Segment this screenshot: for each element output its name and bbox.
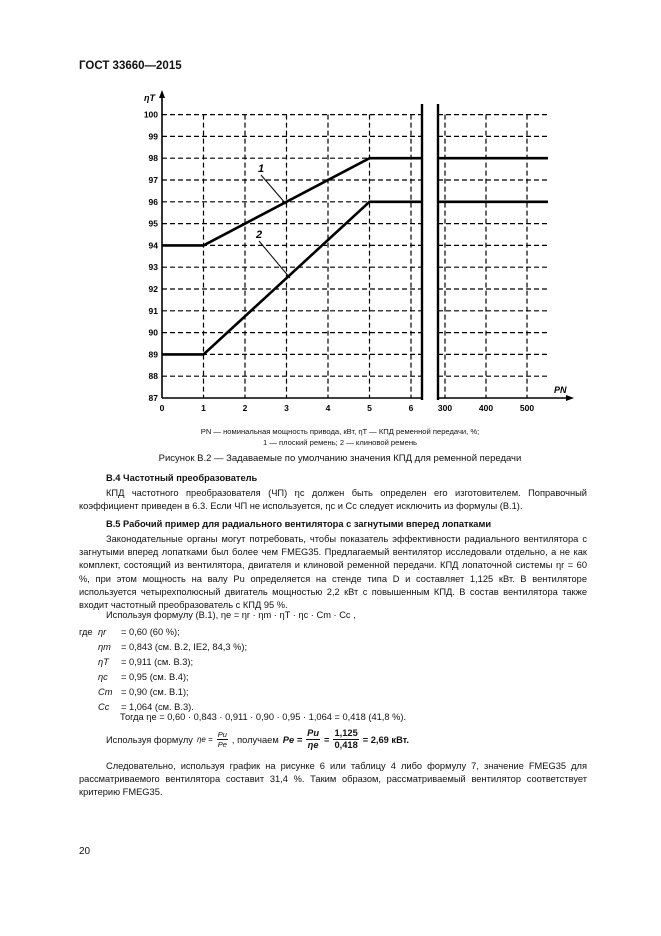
variable-symbol: ηm: [98, 642, 111, 652]
y-tick-label: 99: [148, 131, 158, 142]
variable-symbol: ηT: [98, 657, 109, 667]
page-number: 20: [79, 846, 91, 857]
result-lhs: Pe =: [282, 734, 303, 745]
chart-series: [162, 158, 548, 354]
then-line: Тогда ηe = 0,60 · 0,843 · 0,911 · 0,90 · 0,95 · 1,064 = 0,418 (41,8 %).: [120, 712, 407, 722]
x-axis-arrow: [566, 395, 574, 401]
section-b5-text: Законодательные органы могут потребовать, чтобы показатель эффективности радиального вентилятора с загнутыми вперед лопатками был более чем FMEG35. Предлагаемый вентилятор исследовали отдельно, а не как комплект, состоящий из вентилятора, двигателя и клиновой ременной передачи. КПД лопаточной системы ηr = 60 %, при этом мощность на валу Pu определяется на стенде типа D и составляет 1,125 кВт. В вентиляторе используется четырехполюсный двигатель мощностью 2,2 кВт с повышенным КПД. В состав вентилятора также входит частотный преобразователь с КПД 95 %.: [79, 534, 587, 611]
y-tick-label: 88: [148, 371, 158, 382]
x-tick-label: 500: [519, 403, 535, 413]
x-tick-label: 4: [325, 403, 331, 413]
equals-sign: =: [324, 734, 330, 745]
y-tick-label: 90: [148, 327, 158, 338]
variable-value: = 0,60 (60 %);: [121, 627, 180, 637]
section-b5-title: В.5 Рабочий пример для радиального вентилятора с загнутыми вперед лопатками: [106, 519, 492, 529]
y-tick-label: 100: [143, 109, 158, 120]
variable-symbol: ηr: [98, 627, 107, 637]
series-leader-line: [259, 241, 290, 278]
section-b4-text: КПД частотного преобразователя (ЧП) ηc должен быть определен его изготовителем. Поправочный коэффициент приведен в 6.3. Если ЧП не используется, ηc и Cc следует исключить из формулы (В.1).: [79, 488, 587, 512]
variable-symbol: Cm: [98, 687, 113, 697]
fraction-numerator: Pu: [306, 729, 320, 740]
x-tick-label: 3: [284, 403, 289, 413]
variable-value: = 1,064 (см. В.3).: [121, 702, 194, 712]
chart-tick-labels: [144, 93, 567, 413]
formula-2: [106, 729, 409, 751]
fraction-pu-etae: [306, 729, 320, 751]
y-tick-label: 97: [148, 175, 158, 185]
x-axis-label: PN: [554, 385, 567, 395]
variable-symbol: ηc: [98, 672, 108, 682]
chart-legend: [100, 426, 580, 448]
variable-value: = 0,90 (см. В.1);: [121, 687, 189, 697]
fraction-denominator: ηe: [307, 740, 319, 751]
variable-value: = 0,95 (см. В.4);: [121, 672, 189, 682]
x-tick-label: 6: [408, 403, 414, 413]
x-tick-label: 5: [367, 403, 372, 413]
fraction-values: [333, 729, 358, 751]
y-tick-label: 96: [148, 196, 158, 207]
fraction-numerator: 1,125: [333, 729, 358, 740]
conclusion-text: Следовательно, используя график на рисунке 6 или таблицу 4 либо формулу 7, значение FMEG35 для рассматриваемого вентилятора составит 31,4 %. Таким образом, рассматриваемый вентилятор соответствует критерию FMEG35.: [79, 761, 587, 798]
y-tick-label: 87: [148, 393, 158, 403]
fraction-denominator: Pe: [217, 740, 227, 750]
fraction-denominator: 0,418: [334, 740, 358, 751]
y-tick-label: 92: [148, 284, 158, 294]
series-leader-line: [261, 175, 286, 204]
series-line-2: [162, 202, 422, 355]
formula-2-lhs: ηe =: [196, 735, 213, 745]
where-label: где: [79, 627, 93, 637]
y-tick-label: 95: [148, 218, 158, 229]
figure-caption: Рисунок В.2 — Задаваемые по умолчанию значения КПД для ременной передачи: [158, 453, 522, 464]
variable-value: = 0,911 (см. В.3);: [121, 657, 194, 667]
variable-symbol: Cc: [98, 702, 110, 712]
document-header: ГОСТ 33660—2015: [79, 60, 182, 72]
formula-2-middle: , получаем: [231, 734, 279, 745]
y-axis-label: ηT: [144, 93, 155, 103]
x-tick-label: 1: [201, 403, 206, 413]
fraction-pu-pe: [217, 731, 228, 749]
legend-line-2: 1 — плоский ремень; 2 — клиновой ремень: [263, 438, 417, 447]
y-tick-label: 98: [148, 153, 158, 164]
formula-2-prefix: Используя формулу: [106, 734, 193, 745]
formula-2-result: = 2,69 кВт.: [362, 734, 409, 745]
efficiency-chart: [130, 88, 580, 418]
formula-intro: Используя формулу (В.1), ηe = ηr · ηm · ηT · ηc · Cm · Cc ,: [106, 610, 356, 620]
series-label-2: 2: [256, 229, 263, 241]
x-tick-label: 2: [242, 403, 248, 413]
x-tick-label: 300: [437, 403, 453, 413]
variable-value: = 0,843 (см. В.2, IE2, 84,3 %);: [121, 642, 248, 652]
y-tick-label: 89: [148, 349, 158, 360]
y-axis-arrow: [159, 90, 165, 98]
y-tick-label: 93: [148, 262, 158, 273]
fraction-numerator: Pu: [217, 729, 227, 739]
series-label-1: 1: [258, 163, 265, 175]
legend-line-1: PN — номинальная мощность привода, кВт, ηT — КПД ременной передачи, %;: [200, 427, 480, 436]
y-tick-label: 94: [148, 240, 158, 251]
x-tick-label: 400: [478, 403, 494, 413]
section-b4-title: В.4 Частотный преобразователь: [106, 473, 258, 483]
y-tick-label: 91: [148, 305, 158, 316]
x-tick-label: 0: [159, 403, 165, 413]
